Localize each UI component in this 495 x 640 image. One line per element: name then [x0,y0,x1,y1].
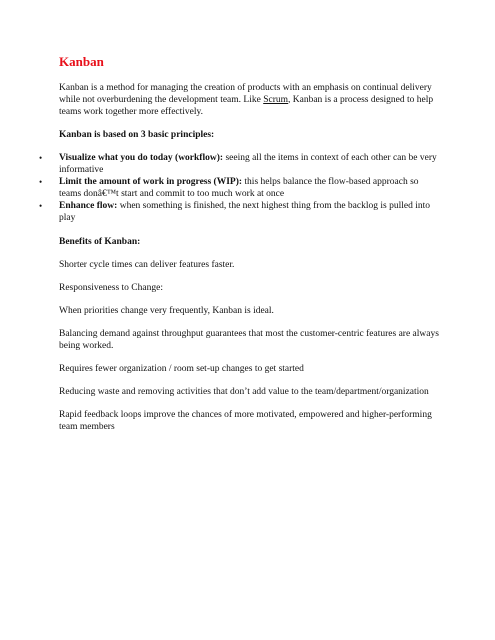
benefit-paragraph: When priorities change very frequently, Kanban is ideal. [59,306,274,316]
principle-item [39,200,439,224]
principle-item [39,152,439,176]
principle-title: Enhance flow: [59,201,118,211]
principle-text: when something is finished, the next highest thing from the backlog is pulled into play [59,201,430,223]
benefits-heading: Benefits of Kanban: [59,237,141,247]
principle-text: this helps balance the flow-based approach so teams donâ€™t start and commit to too much work at once [59,177,419,199]
benefit-paragraph: Shorter cycle times can deliver features faster. [59,260,235,270]
bullet-icon: • [39,201,43,211]
principle-title: Visualize what you do today (workflow): [59,153,224,163]
benefit-paragraph: Rapid feedback loops improve the chances of more motivated, empowered and higher-performing team members [59,410,432,432]
principle-title: Limit the amount of work in progress (WIP): [59,177,243,187]
principle-text: seeing all the items in context of each other can be very informative [59,153,437,175]
benefit-paragraph: Reducing waste and removing activities that don’t add value to the team/department/organization [59,387,429,397]
scrum-link[interactable]: Scrum [263,95,289,105]
principles-heading: Kanban is based on 3 basic principles: [59,130,215,140]
benefit-paragraph: Requires fewer organization / room set-up changes to get started [59,364,304,374]
principle-item [39,176,439,200]
intro-text-end: , Kanban is a process designed to help teams work together more effectively. [59,95,434,117]
intro-paragraph [59,82,439,118]
benefit-paragraph: Responsiveness to Change: [59,283,163,293]
page-title: Kanban [59,54,104,69]
document-page [39,54,439,444]
intro-text-start: Kanban is a method for managing the creation of products with an emphasis on continual delivery while not overburdening the development team. Like [59,83,432,105]
benefit-paragraph: Balancing demand against throughput guarantees that most the customer-centric features are always being worked. [59,329,439,351]
bullet-icon: • [39,177,43,187]
bullet-icon: • [39,153,43,163]
principles-list [39,152,439,224]
